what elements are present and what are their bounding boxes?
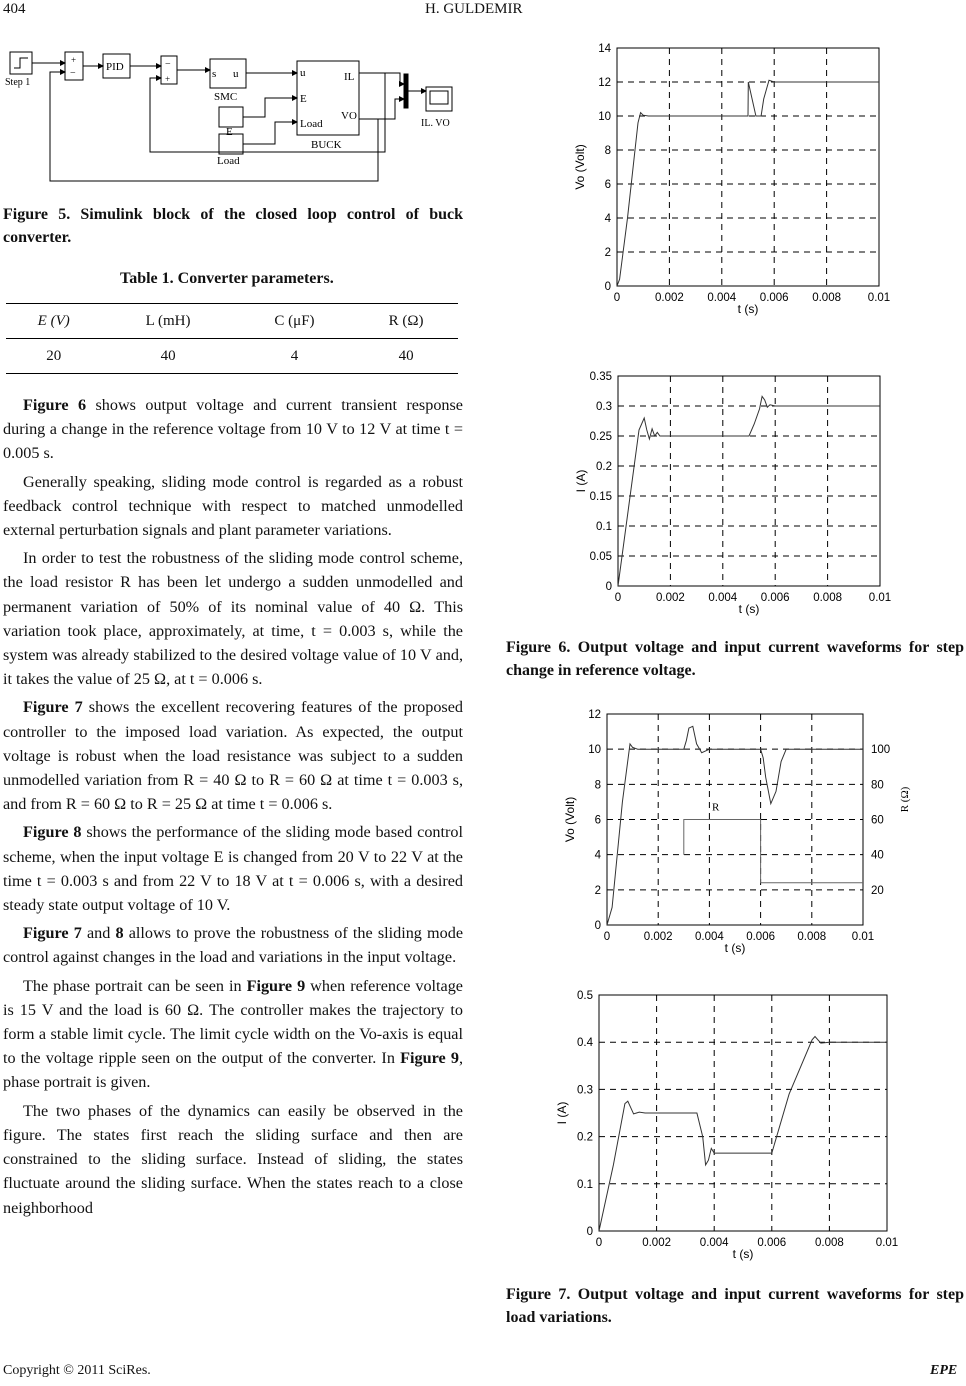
series-line bbox=[618, 396, 880, 586]
chart-fig7b bbox=[548, 984, 908, 1264]
x-tick-label: 0.004 bbox=[708, 592, 738, 604]
y-tick-label: 0.5 bbox=[577, 990, 593, 1002]
x-tick-label: 0.002 bbox=[655, 292, 684, 304]
chart-fig7a bbox=[548, 702, 928, 964]
x-tick-label: 0 bbox=[613, 292, 621, 304]
y-tick-label: 0 bbox=[594, 920, 601, 932]
x-tick-label: 0.008 bbox=[815, 1237, 844, 1249]
x-tick-label: 0.002 bbox=[643, 931, 673, 943]
y-tick-label: 0.4 bbox=[577, 1037, 593, 1050]
e-const-label: E bbox=[226, 126, 233, 138]
table1-title: Table 1. Converter parameters. bbox=[120, 270, 334, 287]
table1 bbox=[6, 303, 458, 374]
y-tick-label: 2 bbox=[604, 247, 611, 259]
x-axis-label: t (s) bbox=[737, 302, 759, 316]
buck-out-il-label: IL bbox=[344, 71, 355, 83]
table1-cell: 4 bbox=[235, 339, 354, 374]
y2-tick-label: 80 bbox=[871, 779, 884, 792]
y-tick-label: 0.3 bbox=[577, 1084, 593, 1097]
y-tick-label: 2 bbox=[594, 884, 601, 897]
y-axis-label: I (A) bbox=[574, 469, 588, 493]
x-tick-label: 0.008 bbox=[813, 592, 842, 604]
x-tick-label: 0.004 bbox=[695, 931, 724, 943]
x-tick-label: 0.006 bbox=[760, 592, 790, 604]
y-tick-label: 6 bbox=[604, 179, 611, 191]
body-text bbox=[3, 393, 463, 1224]
pid-label: PID bbox=[106, 61, 124, 73]
paragraph-4: Figure 7 shows the excellent recovering features of the proposed controller to the imposed load variation. As expected, the output voltage is robust when the load resistance was subject to a sudden unmodelled variation from R = 40 Ω to R = 60 Ω at time t = 0.003 s, and from R = 60 Ω to R = 25 Ω at time t = 0.006 s. bbox=[3, 698, 463, 814]
x-tick-label: 0.01 bbox=[868, 592, 892, 604]
y-axis-label: Vo (Volt) bbox=[573, 144, 587, 190]
footer-journal: EPE bbox=[930, 1363, 958, 1378]
y-tick-label: 0 bbox=[605, 581, 612, 593]
x-axis-label: t (s) bbox=[738, 602, 760, 616]
chart-fig6b bbox=[560, 366, 900, 616]
chart-fig6a bbox=[560, 40, 900, 320]
y-tick-label: 14 bbox=[598, 43, 611, 55]
x-tick-label: 0 bbox=[595, 1237, 603, 1249]
x-tick-label: 0.004 bbox=[699, 1237, 729, 1249]
table1-cell: 40 bbox=[101, 339, 234, 374]
paragraph-3: In order to test the robustness of the sliding mode control scheme, the load resistor R has been let undergo a sudden unmodelled and permanent variation of 50% of its nominal value of 40 Ω. This variation took place, approximately, at time, t = 0.003 s, while the system was already stabilized to the desired voltage value of 10 V and, it takes the value of 25 Ω, at t = 0.006 s. bbox=[3, 549, 463, 689]
y-tick-label: 10 bbox=[598, 111, 611, 123]
plot-frame bbox=[618, 376, 880, 586]
series-line bbox=[684, 820, 863, 883]
sum2-minus: − bbox=[165, 59, 171, 70]
x-tick-label: 0.002 bbox=[642, 1237, 671, 1249]
smc-label: SMC bbox=[214, 91, 238, 103]
x-tick-label: 0.01 bbox=[875, 1237, 899, 1249]
y2-axis-label: R (Ω) bbox=[899, 786, 911, 813]
buck-in-u-label: u bbox=[300, 67, 306, 79]
x-tick-label: 0.006 bbox=[757, 1237, 787, 1249]
y-tick-label: 4 bbox=[594, 849, 601, 862]
y-tick-label: 0.3 bbox=[596, 401, 612, 413]
running-head: H. GULDEMIR bbox=[425, 1, 523, 17]
table1-header-l: L (mH) bbox=[101, 304, 234, 339]
y-tick-label: 0.1 bbox=[596, 521, 612, 533]
figure5-caption: Figure 5. Simulink block of the closed loop control of buck converter. bbox=[3, 206, 463, 246]
y-tick-label: 8 bbox=[594, 779, 601, 792]
y-tick-label: 0 bbox=[586, 1226, 593, 1238]
mux-block bbox=[404, 74, 408, 108]
smc-out-label: u bbox=[233, 68, 239, 80]
sum1-minus: − bbox=[70, 68, 76, 79]
buck-in-load-label: Load bbox=[300, 118, 323, 130]
x-axis-label: t (s) bbox=[732, 1247, 754, 1261]
figure5-diagram bbox=[0, 40, 466, 190]
y2-tick-label: 100 bbox=[871, 744, 891, 757]
load-const-label: Load bbox=[217, 155, 240, 167]
paragraph-6: Figure 7 and 8 allows to prove the robustness of the sliding mode control against changes in the load and variations in the input voltage. bbox=[3, 924, 464, 967]
table1-cell: 40 bbox=[354, 339, 458, 374]
x-tick-label: 0.002 bbox=[656, 592, 685, 604]
x-tick-label: 0.004 bbox=[707, 292, 737, 304]
step-block bbox=[10, 52, 32, 74]
buck-label: BUCK bbox=[311, 139, 342, 151]
paragraph-1: Figure 6 shows output voltage and current transient response during a change in the reference voltage from 10 V to 12 V at time t = 0.005 s. bbox=[3, 396, 463, 463]
series-line bbox=[599, 1037, 887, 1232]
x-tick-label: 0.01 bbox=[867, 292, 891, 304]
y-tick-label: 12 bbox=[598, 77, 611, 89]
y-tick-label: 0.05 bbox=[589, 551, 612, 563]
paragraph-7: The phase portrait can be seen in Figure 9 when reference voltage is 15 V and the load is 60 Ω. The controller makes the trajectory to form a stable limit cycle. The limit cycle width on the Vo-axis is equal to the voltage ripple seen on the output of the converter. In Figure 9, phase portrait is given. bbox=[3, 976, 463, 1092]
y-tick-label: 0.2 bbox=[596, 461, 612, 473]
table1-header-e: E (V) bbox=[6, 304, 101, 339]
y-tick-label: 0.2 bbox=[577, 1131, 593, 1144]
sum1-plus: + bbox=[71, 55, 77, 65]
page-number: 404 bbox=[3, 1, 26, 17]
sum2-plus: + bbox=[165, 74, 171, 84]
figure7-caption: Figure 7. Output voltage and input current waveforms for step load variations. bbox=[506, 1286, 964, 1326]
y-tick-label: 6 bbox=[594, 814, 601, 827]
e-const-block bbox=[219, 107, 243, 127]
annotation-r: R bbox=[711, 801, 720, 814]
y-tick-label: 0 bbox=[604, 281, 611, 293]
table1-cell: 20 bbox=[6, 339, 101, 374]
x-tick-label: 0 bbox=[603, 931, 611, 943]
x-tick-label: 0 bbox=[614, 592, 622, 604]
paragraph-8: The two phases of the dynamics can easily be observed in the figure. The states first reach the sliding surface and then are constrained to the sliding surface. Instead of sliding, the states fluctuate around the sliding surface. When the states reach to a close neighborhood bbox=[3, 1101, 463, 1217]
y2-tick-label: 60 bbox=[871, 814, 884, 827]
x-tick-label: 0.01 bbox=[851, 931, 875, 943]
footer-copyright: Copyright © 2011 SciRes. bbox=[3, 1363, 151, 1378]
y2-tick-label: 40 bbox=[871, 849, 884, 862]
x-tick-label: 0.008 bbox=[797, 931, 827, 943]
x-axis-label: t (s) bbox=[724, 941, 746, 955]
y-tick-label: 0.1 bbox=[577, 1178, 593, 1191]
series-line bbox=[617, 80, 879, 286]
y-tick-label: 0.35 bbox=[589, 371, 612, 383]
paragraph-5: Figure 8 shows the performance of the sliding mode based control scheme, when the input voltage E is changed from 20 V to 22 V at the time t = 0.003 s and from 22 V to 18 V at t = 0.006 s, with a desired steady state output voltage of 10 V. bbox=[3, 823, 463, 915]
x-tick-label: 0.006 bbox=[759, 292, 789, 304]
series-line bbox=[607, 726, 863, 925]
y-tick-label: 8 bbox=[604, 145, 611, 157]
buck-in-e-label: E bbox=[300, 93, 307, 105]
buck-out-vo-label: VO bbox=[341, 110, 357, 122]
y-axis-label: Vo (Volt) bbox=[563, 796, 577, 843]
table1-header-c: C (μF) bbox=[235, 304, 354, 339]
y-tick-label: 10 bbox=[588, 744, 601, 757]
y-axis-label: I (A) bbox=[555, 1101, 569, 1125]
scope-label: IL. VO bbox=[421, 118, 450, 129]
y-tick-label: 0.25 bbox=[589, 431, 612, 443]
x-tick-label: 0.006 bbox=[746, 931, 775, 943]
paragraph-2: Generally speaking, sliding mode control is regarded as a robust feedback control technique with respect to matched unmodelled external perturbation signals and plant parameter variations. bbox=[3, 472, 463, 540]
y-tick-label: 4 bbox=[604, 213, 611, 225]
smc-in-label: s bbox=[212, 68, 217, 80]
table1-header-r: R (Ω) bbox=[354, 304, 458, 339]
step-label: Step 1 bbox=[5, 77, 31, 88]
y-tick-label: 0.15 bbox=[589, 491, 612, 503]
y2-tick-label: 20 bbox=[871, 884, 884, 897]
y-tick-label: 12 bbox=[588, 709, 601, 721]
figure6-caption: Figure 6. Output voltage and input current waveforms for step change in reference voltage. bbox=[506, 639, 964, 679]
x-tick-label: 0.008 bbox=[812, 292, 841, 304]
